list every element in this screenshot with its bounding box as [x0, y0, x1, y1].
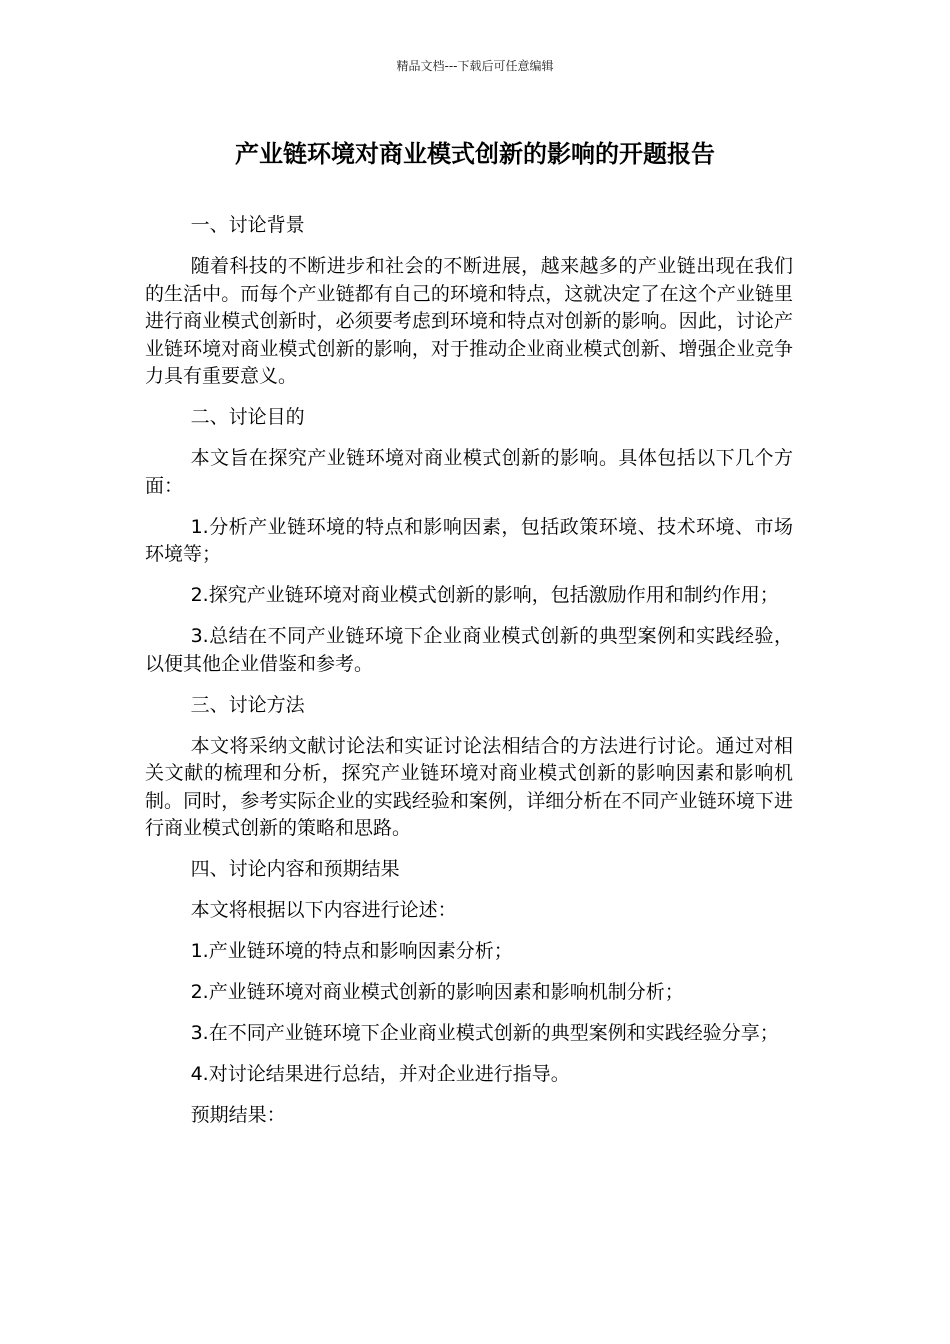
section-heading-purpose: 二、讨论目的 — [190, 406, 305, 428]
page-header: 精品文档---下载后可任意编辑 — [396, 59, 554, 73]
document-title: 产业链环境对商业模式创新的影响的开题报告 — [235, 140, 715, 168]
paragraph-method: 本文将采纳文献讨论法和实证讨论法相结合的方法进行讨论。通过对相关文献的梳理和分析，探究产业链环境对商业模式创新的影响因素和影响机制。同时，参考实际企业的实践经验和案例，详细分析在不同产业链环境下进行商业模式创新的策略和思路。 — [145, 734, 793, 839]
paragraph-purpose-intro: 本文旨在探究产业链环境对商业模式创新的影响。具体包括以下几个方面： — [145, 447, 793, 497]
list-item-content-2: 2.产业链环境对商业模式创新的影响因素和影响机制分析； — [190, 981, 684, 1003]
section-heading-method: 三、讨论方法 — [190, 693, 305, 716]
list-item-purpose-3: 3.总结在不同产业链环境下企业商业模式创新的典型案例和实践经验，以便其他企业借鉴和参考。 — [145, 625, 793, 675]
list-item-content-4: 4.对讨论结果进行总结，并对企业进行指导。 — [190, 1063, 570, 1085]
paragraph-content-intro: 本文将根据以下内容进行论述： — [190, 899, 457, 921]
list-item-purpose-2: 2.探究产业链环境对商业模式创新的影响，包括激励作用和制约作用； — [190, 584, 779, 606]
document-body — [145, 212, 793, 1143]
list-item-purpose-1: 1.分析产业链环境的特点和影响因素，包括政策环境、技术环境、市场环境等； — [145, 515, 793, 565]
section-heading-content: 四、讨论内容和预期结果 — [190, 858, 400, 880]
section-heading-background: 一、讨论背景 — [190, 214, 305, 236]
list-item-content-3: 3.在不同产业链环境下企业商业模式创新的典型案例和实践经验分享； — [190, 1022, 779, 1044]
paragraph-expected-results: 预期结果： — [190, 1104, 286, 1126]
list-item-content-1: 1.产业链环境的特点和影响因素分析； — [190, 940, 513, 962]
paragraph-background: 随着科技的不断进步和社会的不断进展，越来越多的产业链出现在我们的生活中。而每个产业链都有自己的环境和特点，这就决定了在这个产业链里进行商业模式创新时，必须要考虑到环境和特点对创新的影响。因此，讨论产业链环境对商业模式创新的影响，对于推动企业商业模式创新、增强企业竞争力具有重要意义。 — [145, 255, 793, 387]
